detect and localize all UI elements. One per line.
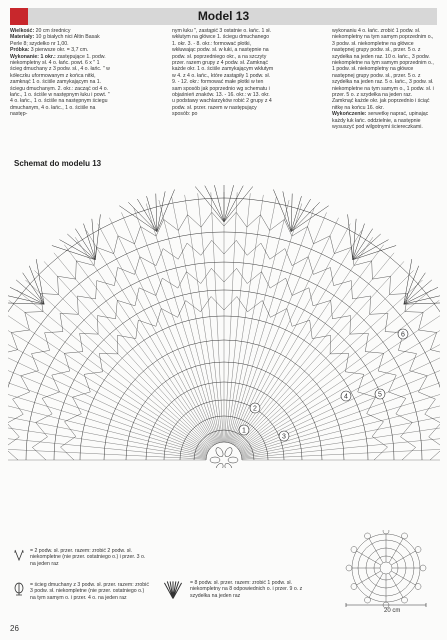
instructions (10, 28, 437, 156)
chart-spoke (134, 208, 218, 443)
chart-spoke (34, 270, 211, 447)
chart-spoke (8, 345, 208, 452)
instruction-label: Wykończenie: (332, 111, 367, 118)
chart-spoke (44, 261, 212, 446)
round-marker-label: 3 (282, 433, 286, 441)
chart-fan-stitch (348, 214, 353, 259)
doily-thumbnail-icon (340, 530, 432, 610)
chart-spoke (239, 322, 440, 451)
chart-fan-stitch (224, 186, 243, 222)
chart-spoke (8, 322, 209, 451)
chart-spoke (9, 300, 210, 449)
thumbnail-round (380, 562, 392, 574)
chart-spoke (232, 224, 350, 444)
thumbnail-scallop (351, 547, 357, 553)
chart-spoke (230, 208, 314, 443)
thumbnail-scallop (415, 547, 421, 553)
chart-spoke (238, 300, 439, 449)
thumbnail-spoke (389, 573, 403, 597)
instruction-paragraph (172, 28, 274, 118)
round-marker-label: 5 (378, 391, 382, 399)
bobble-3-icon (12, 582, 26, 596)
thumbnail-scallop (383, 530, 389, 534)
chart-spoke (25, 280, 210, 448)
fan-8-icon (160, 580, 186, 600)
chart-fan-stitch (224, 187, 253, 222)
instruction-text: serwetkę naprać, upinając każdy łuk łańc. oddzielnie, a następnie wysuszyć pod wilgotnymi ściereczkami. (332, 111, 429, 131)
section-label: Schemat do modelu 13 (14, 159, 102, 168)
chart-spoke (235, 245, 384, 446)
chart-spoke (8, 357, 207, 453)
chart-spoke (240, 345, 440, 452)
chart-spoke (239, 311, 440, 450)
instruction-label: Wielkość: (10, 28, 35, 34)
chart-spoke (64, 245, 213, 446)
thumbnail-scallop (346, 565, 352, 571)
instruction-label: Wykonanie: 1 okr.: (10, 53, 56, 60)
instruction-text: zastępujące 1. podw. niekompletny sł. 4 o. łańc. powt. 6 x " 1 ścieg dmuchany z 3 podw. sł., 4 o. łańc. " w kółeczku uformowanym z końca nitki, zamknąć 1 o. ściśle zamykającym na 1. ściegu dmuchanym. 2. okr.: zacząć od 4 o. łańc., 1 o. ściśle w następnym łuku i powt. " 4 o. łańc., 1 o. ściśle na następnym ściegu dmuchanym, 4 o. łańc., 1 o. ściśle na następ- (10, 53, 110, 118)
chart-center-petal (210, 457, 220, 463)
chart-fan-stitch (157, 189, 175, 231)
thumbnail-scallop (420, 565, 426, 571)
chart-spoke (159, 200, 220, 443)
chart-fan-stitch (224, 185, 234, 222)
chart-spoke (237, 270, 414, 447)
chart-spoke (146, 204, 219, 443)
chart-spoke (98, 224, 216, 444)
legend-text: = 8 podw. sł. przer. razem: zrobić 1 podw. sł. niekompletny na 8 odpowiednich o. i przer. 9 o. z szydełka na jeden raz (190, 580, 303, 599)
instruction-paragraph (332, 111, 434, 130)
instruction-text: 20 cm średnicy (34, 28, 71, 34)
chart-spoke (237, 280, 422, 448)
thumbnail-spoke (389, 539, 403, 563)
chart-spoke (8, 421, 206, 458)
chart-center-petal (214, 446, 224, 458)
fan-4-icon (12, 548, 26, 562)
instructions-column-2 (172, 28, 274, 156)
chart-spoke (229, 204, 302, 443)
chart-spoke (225, 192, 237, 442)
chart-fan-stitch (353, 219, 356, 260)
chart-spoke (211, 192, 223, 442)
thumbnail-scallop (402, 533, 408, 539)
instructions-column-3 (332, 28, 434, 156)
chart-fan-stitch (95, 214, 100, 259)
instruction-paragraph (10, 34, 112, 47)
round-marker-label: 4 (344, 393, 348, 401)
round-marker-label: 2 (253, 405, 257, 413)
crochet-chart (8, 168, 440, 468)
chart-spoke (8, 311, 209, 450)
size-label: 20 cm (384, 608, 401, 614)
chart-fan-stitch (205, 186, 224, 222)
chart-spoke (86, 230, 215, 444)
thumbnail-scallop (365, 533, 371, 539)
chart-spoke (236, 261, 404, 446)
chart-fan-stitch (119, 206, 157, 232)
page-number: 26 (10, 624, 19, 633)
chart-fan-stitch (273, 189, 291, 231)
chart-fan-stitch (214, 185, 224, 222)
round-marker-label: 6 (401, 331, 405, 339)
instruction-label: Próbka: (10, 47, 30, 54)
chart-fan-stitch (195, 187, 224, 222)
thumbnail-spoke (369, 573, 383, 597)
legend-text: = ścieg dmuchany z 3 podw. sł. przer. razem: zrobić 3 podw. sł. niekompletne (nie przer. ostatniego o.) na tym samym o. i przer. 4 o. na jeden raz (30, 582, 149, 601)
chart-center-petal (228, 457, 238, 463)
instruction-text: 3 pierwsze okr. = 3,7 cm. (29, 47, 89, 54)
instruction-text: wykonaniu 4 o. łańc. zrobić 1 podw. sł. niekompletny na tym samym poprzednim o., 3 podw. sł. niekompletne na główce następnej grupy podw. sł., przer. 5 o. z szydełka na jeden raz. 10 o. łańc., 3 podw. niekompletne na tym samym poprzednim o., 1 podw. sł. niekompletny na główce następnej grupy podw. sł., przer. 5 o. z szydełka na jeden raz. 5 o. łańc., 3 podw. sł. niekompletne na tym samym o., 1 podw. sł. i przer. 5 o. z szydełka na jeden raz. Zamknąć każde okr. jak poprzednio i ściąć nitkę na końcu 16. okr. (332, 28, 434, 111)
thumbnail-scallop (351, 584, 357, 590)
title-bar (10, 8, 437, 25)
chart-center-petal (223, 446, 233, 458)
chart-fan-stitch (156, 194, 157, 232)
instruction-paragraph (332, 28, 434, 111)
instruction-paragraph (10, 54, 112, 118)
instruction-text: nym łuku ", zastąpić 3 ostatnie o. łańc. 1 sł. wkłutym na główce 1. ściegu dmuchanego 1. okr. 3. - 8. okr.: formować płotki, wkłuwając podw. sł. w łuki, a następnie na podw. sł. poprzedniego okr., a na szczyty przer. razem grupy z 4 podw. sł. Zamknąć każde okr. 1 o. ściśle zamykającym wkłutym w 4. z 4 o. łańc., które zastąpiły 1 podw. sł. 9. - 12. okr.: formować małe płotki w ten sam sposób jak poprzednio wg schematu i objaśnień znaków. 13. - 16. okr.: w 13. okr. u podstawy wachlarzyków robić 2 grupy z 4 podw. sł. przer. razem w następujący sposób: po (172, 28, 274, 118)
chart-fan-stitch (36, 259, 44, 304)
chart-spoke (241, 357, 440, 453)
chart-fan-stitch (291, 206, 329, 232)
thumbnail-spoke (369, 539, 383, 563)
chart-spoke (242, 421, 440, 458)
instruction-label: Materiały: (10, 34, 35, 41)
chart-fan-stitch (92, 219, 95, 260)
round-marker-label: 1 (242, 427, 246, 435)
instruction-text: 10 g białych nici Altin Basak Perle 8; szydełko nr 1,00. (10, 34, 100, 47)
legend-text: = 2 podw. sł. przer. razem: zrobić 2 podw. sł. niekompletne (nie przer. ostatniego o.) i przer. 3 o. na jeden raz (30, 548, 146, 567)
chart-fan-stitch (291, 194, 292, 232)
thumbnail-scallop (415, 584, 421, 590)
chart-fan-stitch (404, 259, 412, 304)
instructions-column-1 (10, 28, 112, 156)
page-title: Model 13 (197, 9, 250, 23)
size-arrow-icon (344, 602, 428, 608)
